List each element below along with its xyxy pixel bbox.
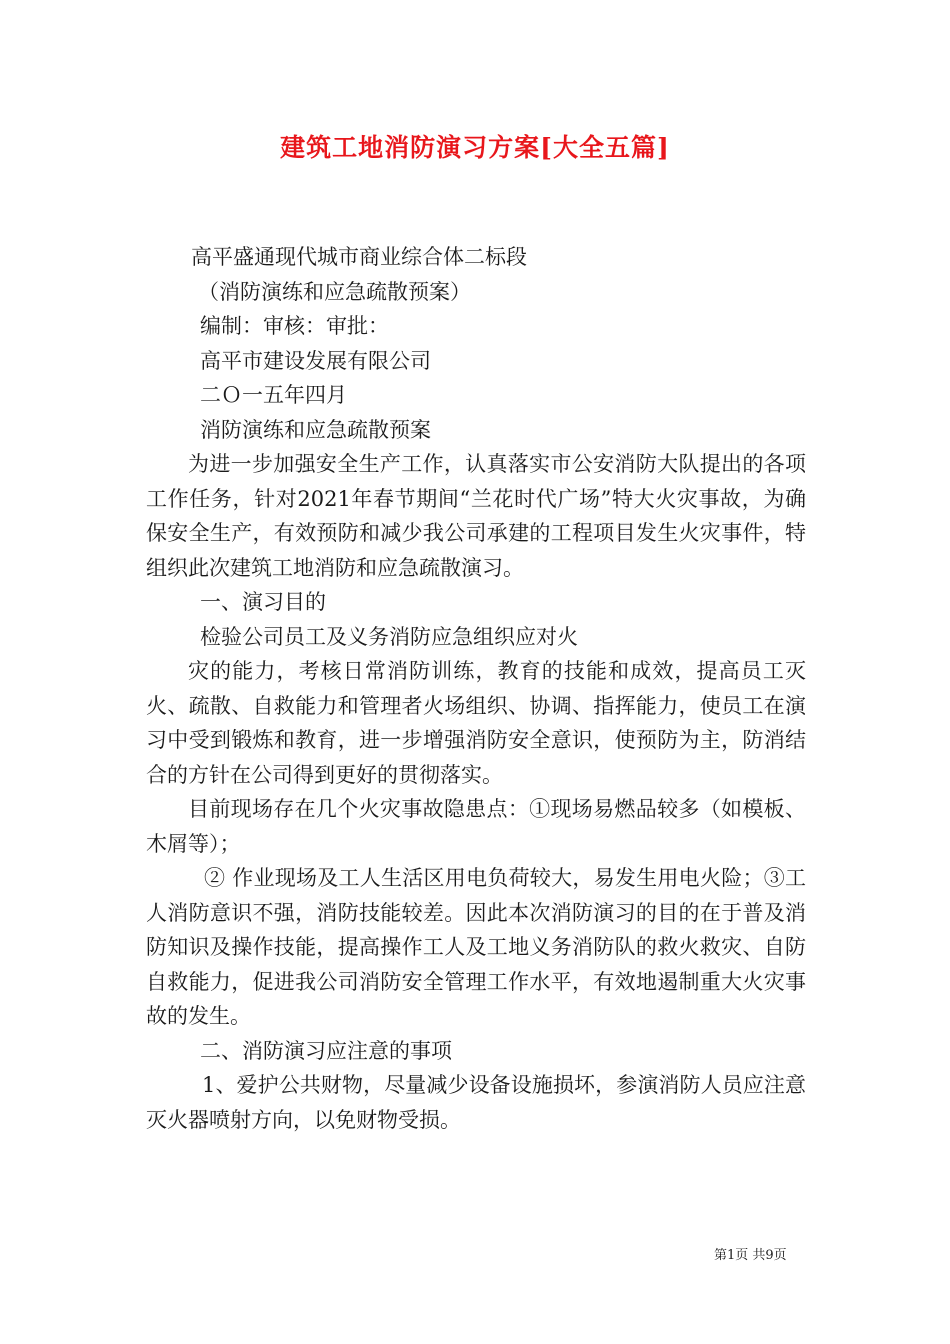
page-number: 第1页 共9页: [714, 1248, 787, 1263]
section-heading-precautions: 二、消防演习应注意的事项: [200, 1038, 452, 1063]
paragraph-purpose: 灾的能力，考核日常消防训练，教育的技能和成效，提高员工灭火、疏散、自救能力和管理者火场组织、协调、指挥能力，使员工在演习中受到锻炼和教育，进一步增强消防安全意识，使预防为主，防消结合的方针在公司得到更好的贯彻落实。: [146, 659, 806, 787]
header-line-project: 高平盛通现代城市商业综合体二标段: [191, 245, 527, 269]
paragraph-hazards-cont: ② 作业现场及工人生活区用电负荷较大，易发生用电火险；③工人消防意识不强，消防技能较差。因此本次消防演习的目的在于普及消防知识及操作技能，提高操作工人及工地义务消防队的救火救灾、自防自救能力，促进我公司消防安全管理工作水平，有效地遏制重大火灾事故的发生。: [146, 866, 806, 1028]
paragraph-intro: 为进一步加强安全生产工作，认真落实市公安消防大队提出的各项工作任务，针对2021年春节期间“兰花时代广场”特大火灾事故，为确保安全生产，有效预防和减少我公司承建的工程项目发生火灾事件，特组织此次建筑工地消防和应急疏散演习。: [146, 452, 806, 580]
section-heading-purpose: 一、演习目的: [200, 590, 326, 614]
paragraph-precaution-1: 1、爱护公共财物，尽量减少设备设施损坏，参演消防人员应注意灭火器喷射方向，以免财物受损。: [146, 1073, 806, 1132]
header-line-plan-name: 消防演练和应急疏散预案: [200, 417, 431, 442]
paragraph-hazards: 目前现场存在几个火灾事故隐患点：①现场易燃品较多（如模板、木屑等）；: [146, 797, 806, 856]
header-line-company: 高平市建设发展有限公司: [200, 348, 431, 373]
document-title: 建筑工地消防演习方案[大全五篇]: [280, 133, 670, 162]
header-line-approval: 编制：审核：审批：: [200, 314, 389, 338]
document-body: [146, 240, 806, 1137]
header-line-subtitle: （消防演练和应急疏散预案）: [198, 279, 471, 304]
paragraph-purpose-lead: 检验公司员工及义务消防应急组织应对火: [200, 624, 578, 649]
header-line-date: 二Ｏ一五年四月: [200, 383, 347, 407]
